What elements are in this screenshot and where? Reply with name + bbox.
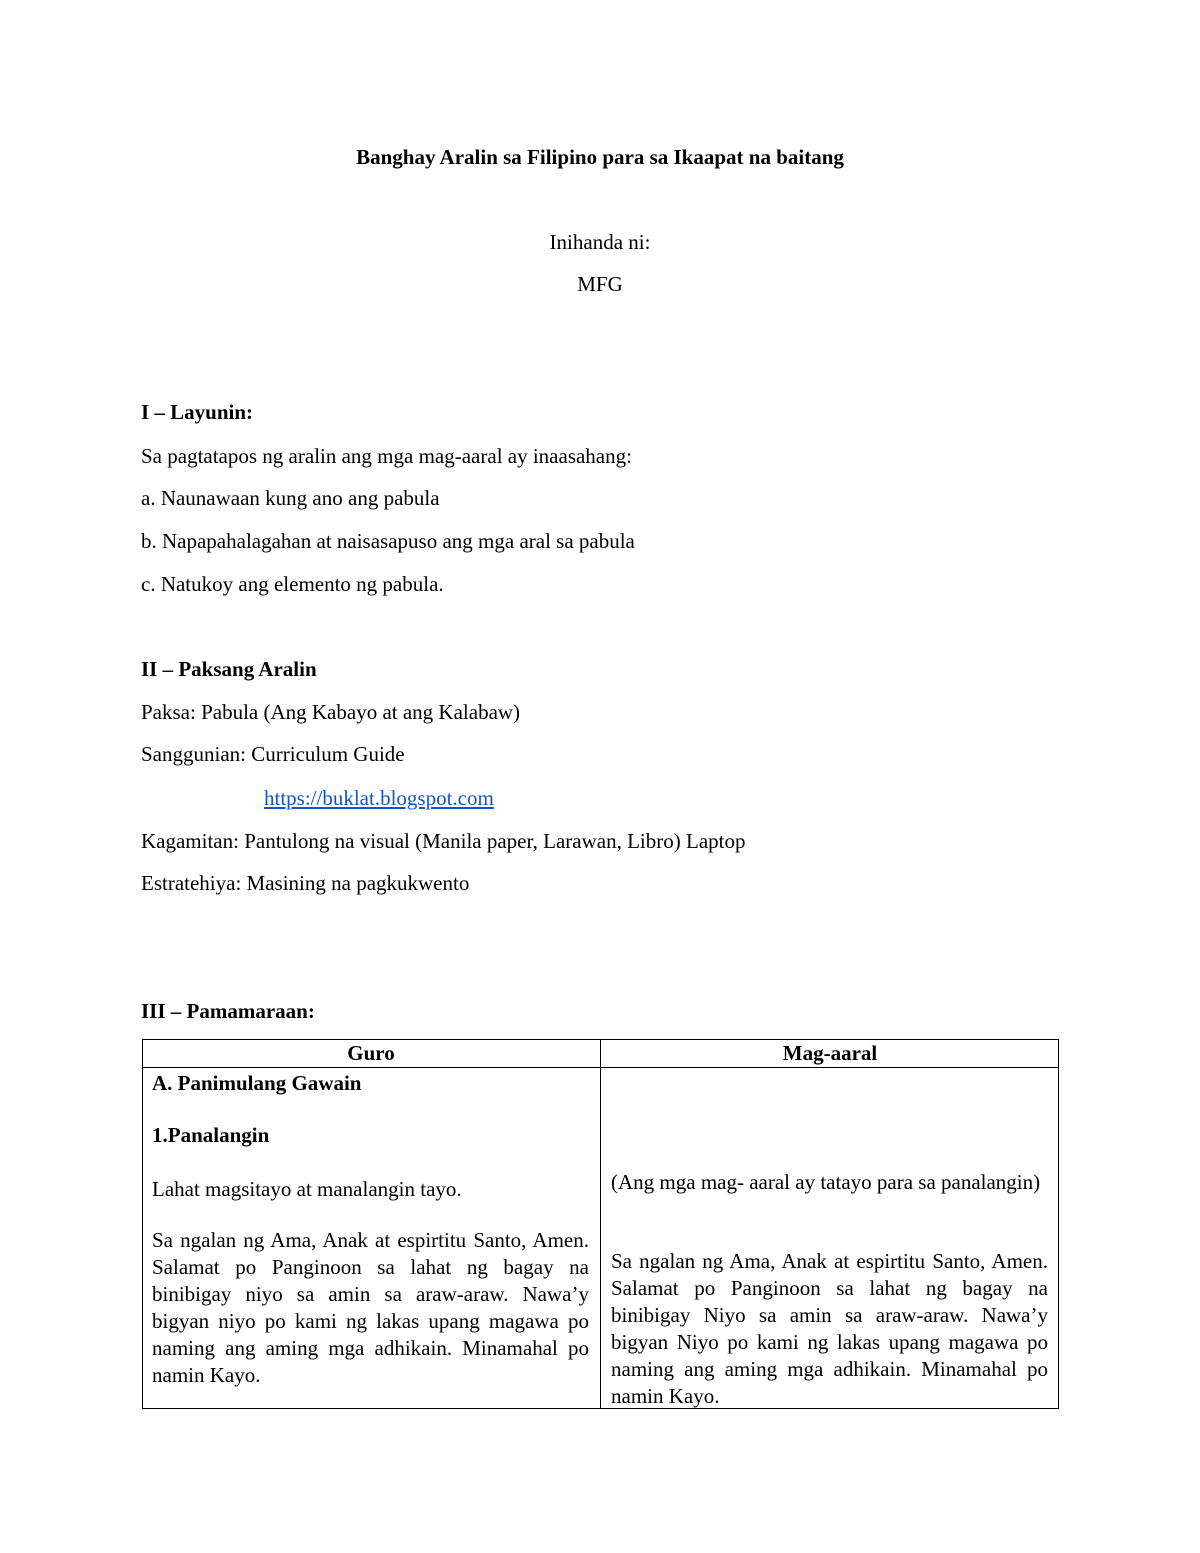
sanggunian-line: Sanggunian: Curriculum Guide: [141, 742, 405, 766]
table-border-right: [1058, 1039, 1059, 1409]
prepared-by-name: MFG: [577, 272, 623, 296]
guro-panalangin-subheading: 1.Panalangin: [152, 1123, 270, 1147]
document-title: Banghay Aralin sa Filipino para sa Ikaapat na baitang: [356, 145, 844, 169]
layunin-item-a: a. Naunawaan kung ano ang pabula: [141, 486, 440, 510]
layunin-intro: Sa pagtatapos ng aralin ang mga mag-aaral ay inaasahang:: [141, 444, 632, 468]
guro-panimulang-gawain-heading: A. Panimulang Gawain: [152, 1071, 362, 1095]
guro-prayer: Sa ngalan ng Ama, Anak at espirtitu Santo, Amen. Salamat po Panginoon sa lahat ng bagay na binibigay niyo sa amin sa araw-araw. Nawa’y bigyan niyo po kami ng lakas upang magawa po naming ang aming mga adhikain. Minamahal po namin Kayo.: [152, 1228, 589, 1387]
table-border-left: [142, 1039, 143, 1409]
layunin-item-c: c. Natukoy ang elemento ng pabula.: [141, 572, 444, 596]
table-column-divider: [600, 1039, 601, 1409]
section-layunin-heading: I – Layunin:: [141, 400, 254, 424]
estratehiya-line: Estratehiya: Masining na pagkukwento: [141, 871, 470, 895]
procedure-table: [142, 1039, 1059, 1409]
student-prayer: Sa ngalan ng Ama, Anak at espirtitu Santo, Amen. Salamat po Panginoon sa lahat ng bagay na binibigay Niyo sa amin sa araw-araw. Nawa’y bigyan Niyo po kami ng lakas upang magawa po naming ang aming mga adhikain. Minamahal po namin Kayo.: [611, 1249, 1048, 1408]
kagamitan-line: Kagamitan: Pantulong na visual (Manila paper, Larawan, Libro) Laptop: [141, 829, 746, 853]
student-action: (Ang mga mag- aaral ay tatayo para sa panalangin): [611, 1170, 1041, 1194]
section-pamamaraan-heading: III – Pamamaraan:: [141, 999, 315, 1023]
prepared-by-label: Inihanda ni:: [549, 230, 651, 254]
guro-instruction: Lahat magsitayo at manalangin tayo.: [152, 1177, 462, 1201]
reference-link[interactable]: https://buklat.blogspot.com: [264, 786, 494, 810]
paksa-line: Paksa: Pabula (Ang Kabayo at ang Kalabaw): [141, 700, 521, 724]
column-header-magaaral: Mag-aaral: [782, 1041, 878, 1065]
layunin-item-b: b. Napapahalagahan at naisasapuso ang mga aral sa pabula: [141, 529, 635, 553]
column-header-guro: Guro: [347, 1041, 395, 1065]
section-paksang-aralin-heading: II – Paksang Aralin: [141, 657, 317, 681]
